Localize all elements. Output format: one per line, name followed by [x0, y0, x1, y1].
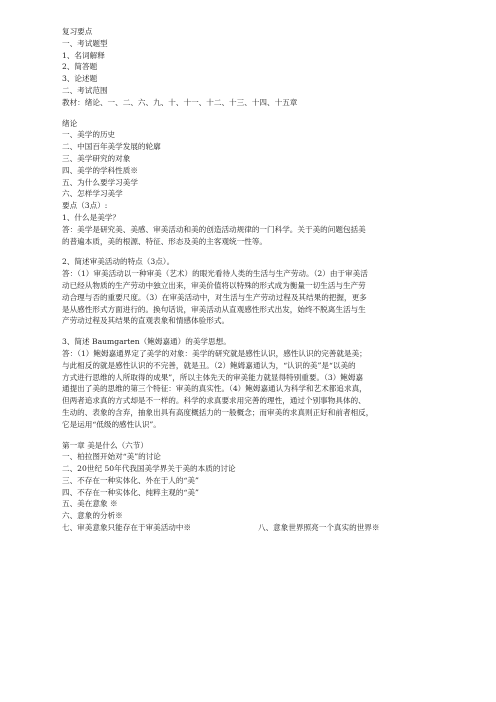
qa-item	[62, 212, 434, 247]
chapter-item: 一、柏拉图开始对“美”的讨论	[62, 452, 161, 462]
question: 2、简述审美活动的特点（3点）。	[62, 257, 175, 267]
chapter-item: 二、20世纪 50年代我国美学界关于美的本质的讨论	[62, 464, 236, 474]
question: 3、简述 Baumgarten（鲍姆嘉通）的美学思想。	[62, 337, 231, 347]
chapter-item: 八、意象世界照亮一个真实的世界※	[258, 523, 380, 533]
answer-line: 方式进行思维的人所取得的成果”，所以主体先天的审美能力就显得特别重要。（3）鲍姆嘉	[62, 372, 364, 382]
qa-item	[62, 256, 434, 327]
outline-line: 一、考试题型	[62, 38, 108, 48]
answer-line: 但两者追求真的方式却是不一样的。科学的求真要求用完善的理性，通过个别事物具体的、	[62, 396, 366, 406]
exam-outline	[62, 26, 434, 109]
chapter-item: 七、审美意象只能存在于审美活动中※	[62, 523, 192, 533]
outline-title: 复习要点	[62, 27, 93, 36]
answer-line: 产劳动过程及其结果的直观表象和情感体验形式。	[62, 316, 230, 326]
outline-line: 3、论述题	[62, 74, 98, 84]
answer-line: 动已经从物质的生产劳动中独立出来，审美价值将以特殊的形式成为衡量一切生活与生产劳	[62, 280, 366, 290]
document-body	[62, 26, 434, 534]
intro-item: 六、怎样学习美学	[62, 189, 123, 199]
answer-line: 它是运用“低级的感性认识”。	[62, 419, 161, 429]
chapter-title: 第一章 美是什么（六节）	[62, 440, 148, 450]
outline-line: 教材：绪论、一、二、六、九、十、十一、十二、十三、十四、十五章	[62, 97, 298, 107]
outline-line: 1、名词解释	[62, 50, 105, 60]
chapter-item-row	[62, 522, 434, 534]
answer-line: 与此相反的就是感性认识的不完善，就是丑。（2）鲍姆嘉通认为，“认识的美”是“以美的	[62, 360, 356, 370]
intro-item: 一、美学的历史	[62, 130, 116, 140]
points-label: 要点（3点）:	[62, 201, 108, 211]
qa-item	[62, 336, 434, 430]
answer-line: 生动的、表象的含弃，抽象出具有高度概括力的一般概念；而审美的求真则正好和前者相反，	[62, 407, 374, 417]
answer-line: 是从感性形式方面进行的。换句话说，审美活动从直观感性形式出发，始终不脱离生活与生	[62, 304, 366, 314]
chapter-one-section	[62, 440, 434, 534]
question: 1、什么是美学？	[62, 212, 120, 222]
intro-item: 五、为什么要学习美学	[62, 177, 138, 187]
intro-item: 二、中国百年美学发展的轮廓	[62, 142, 161, 152]
intro-title: 绪论	[62, 118, 78, 128]
intro-section	[62, 118, 434, 212]
intro-item: 三、美学研究的对象	[62, 153, 131, 163]
chapter-item: 六、意象的分析※	[62, 511, 123, 521]
intro-item: 四、美学的学科性质※	[62, 165, 138, 175]
answer-line: 答：（1）审美活动以一种审美（艺术）的眼光看待人类的生活与生产劳动。（2）由于审美活	[62, 269, 368, 279]
chapter-item: 四、不存在一种实体化、纯粹主观的“美”	[62, 487, 199, 497]
chapter-item: 五、美在意象 ※	[62, 499, 118, 509]
chapter-item: 三、不存在一种实体化、外在于人的“美”	[62, 475, 199, 485]
answer-line: 答：（1）鲍姆嘉通界定了美学的对象：美学的研究就是感性认识，感性认识的完善就是美；	[62, 348, 367, 358]
outline-line: 2、简答题	[62, 62, 98, 72]
answer-line: 的普遍本质，美的根源、特征、形态及美的主客观统一性等。	[62, 236, 268, 246]
answer-line: 答：美学是研究美、美感、审美活动和美的创造活动规律的一门科学。关于美的问题包括美	[62, 224, 366, 234]
answer-line: 通提出了美的思维的第三个特征：审美的真实性。（4）鲍姆嘉通认为科学和艺术都追求真，	[62, 384, 367, 394]
answer-line: 动合理与否的重要尺度。（3）在审美活动中，对生活与生产劳动过程及其结果的把握，更多	[62, 292, 367, 302]
outline-line: 二、考试范围	[62, 85, 108, 95]
